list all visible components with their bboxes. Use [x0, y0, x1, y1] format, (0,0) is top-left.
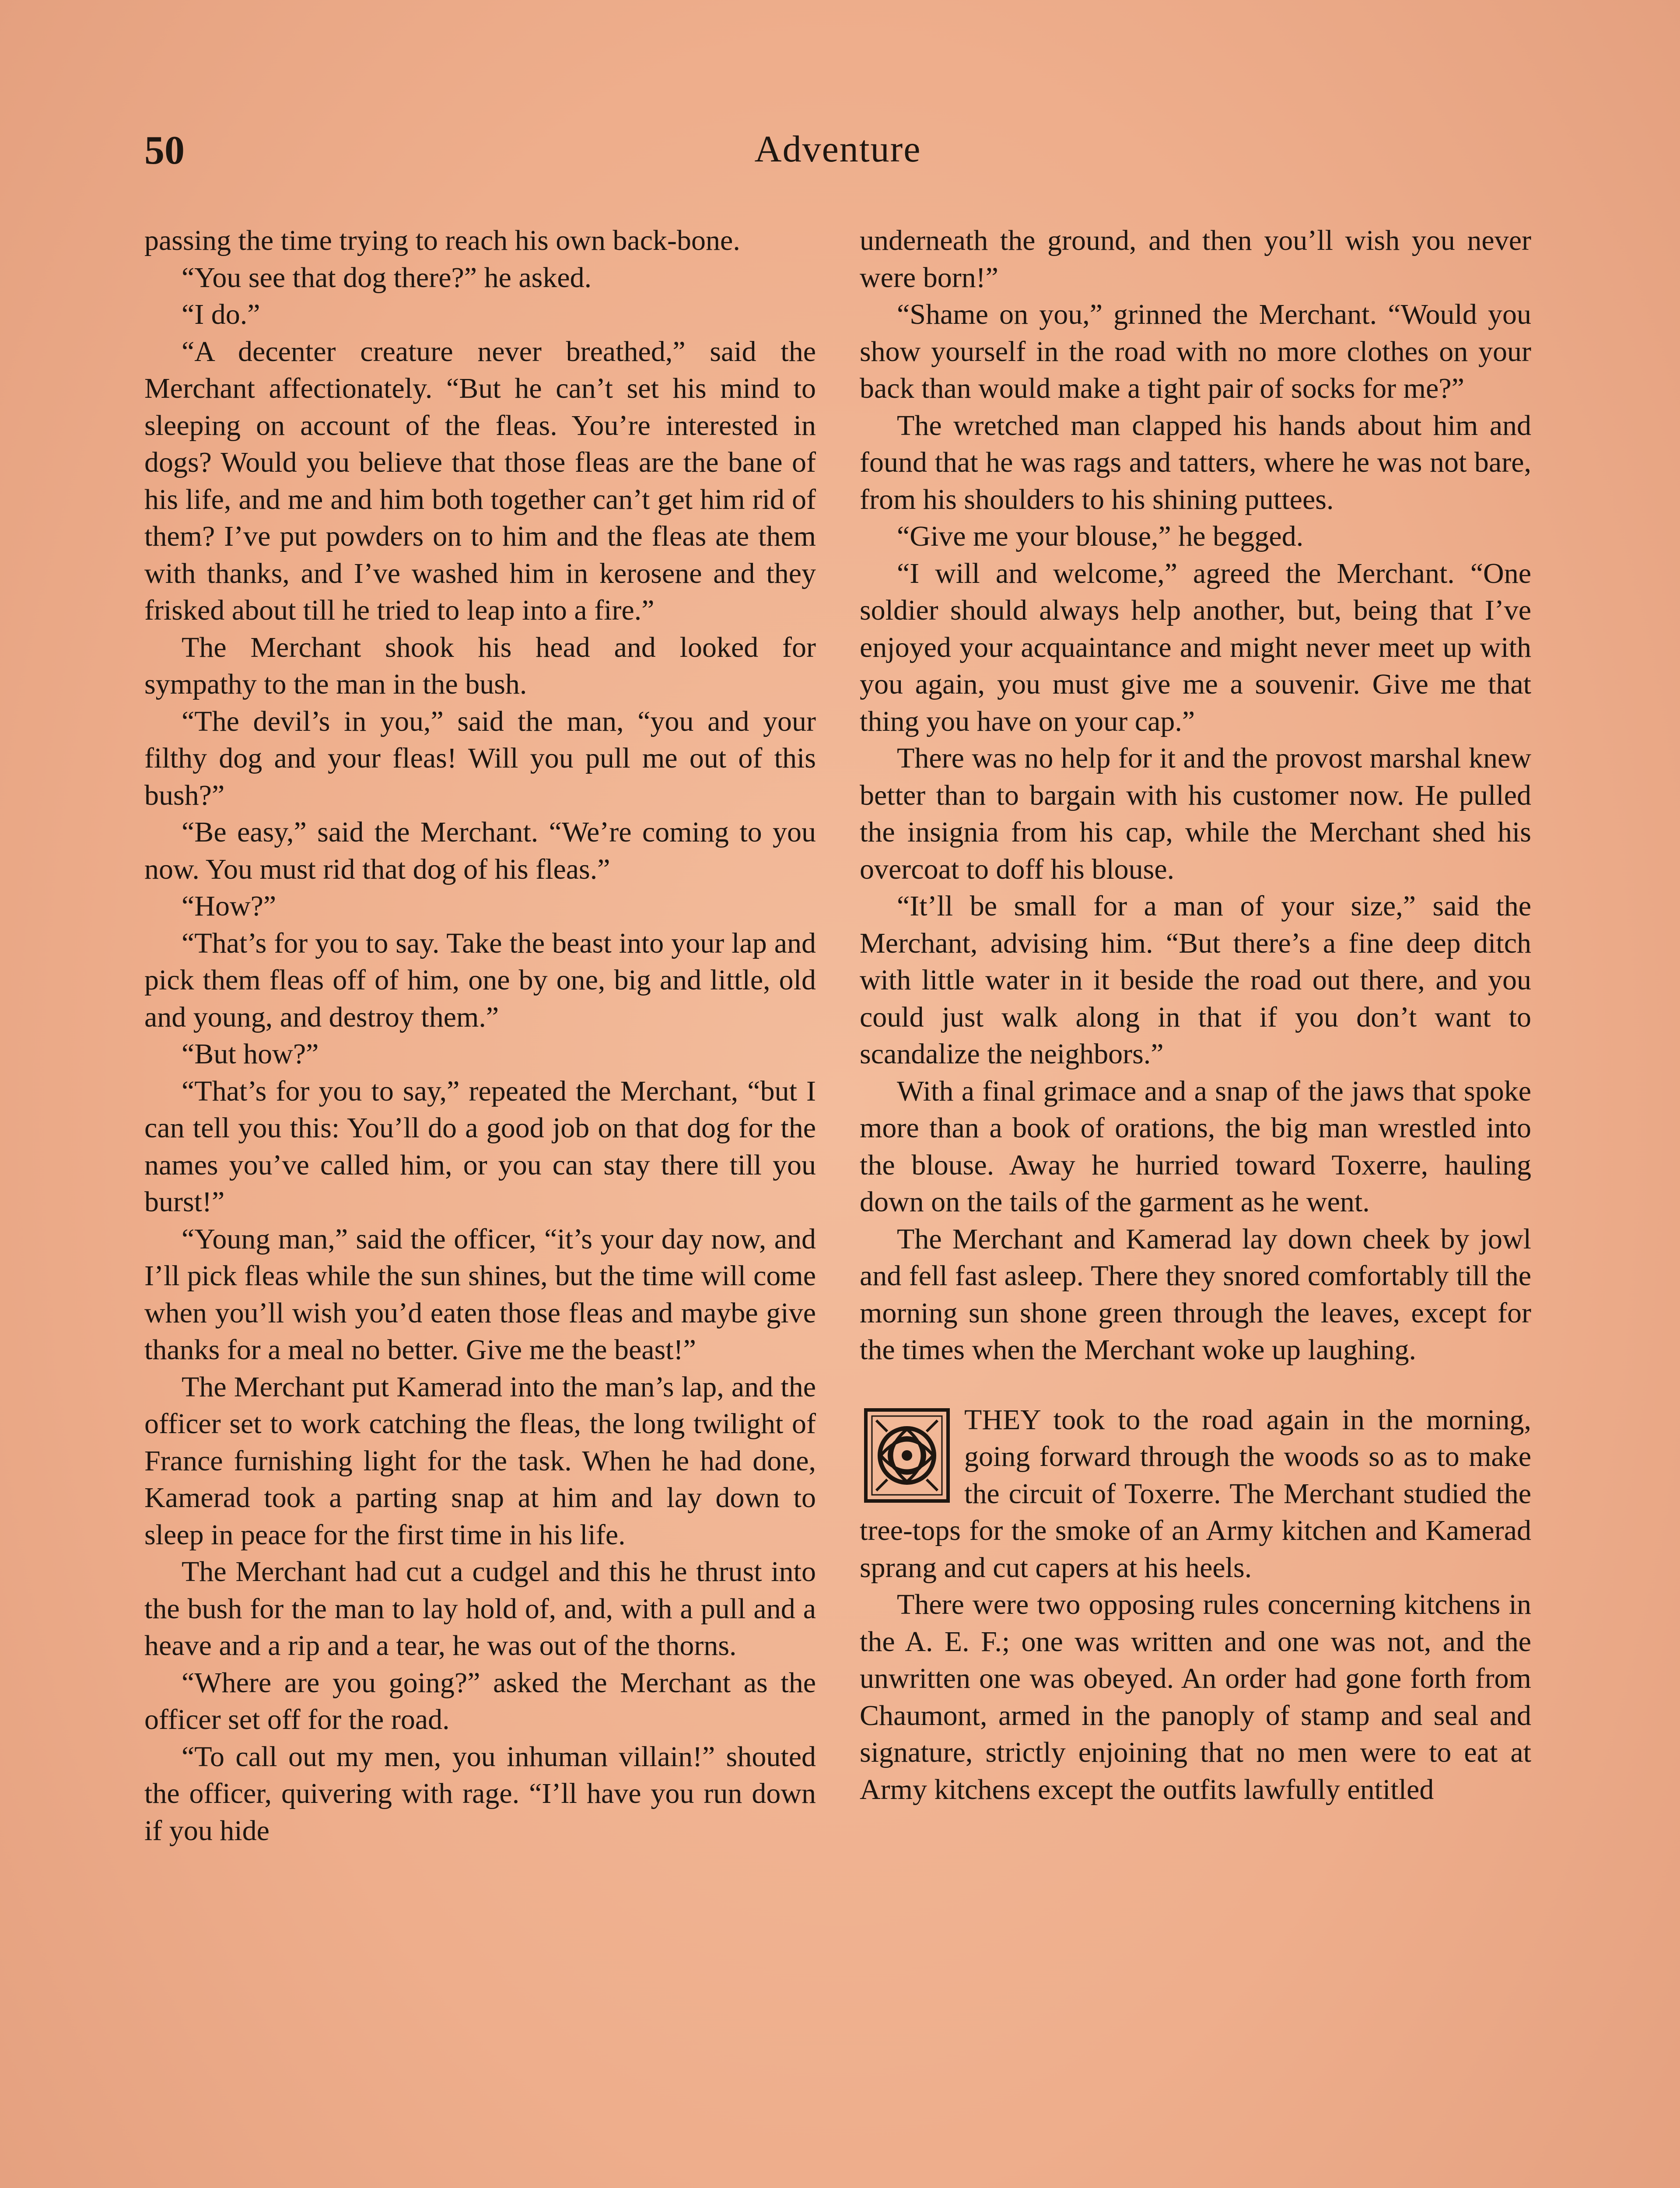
right-column-top [860, 222, 1531, 1369]
section-lead-word: THEY [964, 1403, 1040, 1436]
paragraph: “I do.” [182, 298, 260, 330]
paragraph: There were two opposing rules concerning kitchens in the A. E. F.; one was written and one was not, and the unwritten one was obeyed. An order had gone forth from Chaumont, armed in the panoply of stamp and seal and signature, strictly enjoining that no men were to eat at Army kitchens except the outfits lawfully entitled [860, 1588, 1531, 1806]
paragraph: The Merchant put Kamerad into the man’s lap, and the officer set to work catching the fleas, the long twilight of France furnishing light for the task. When he had done, Kamerad took a parting snap at him and lay down to sleep in peace for the first time in his life. [144, 1371, 816, 1551]
paragraph: “It’ll be small for a man of your size,” said the Merchant, advising him. “But there’s a fine deep ditch with little water in it beside the road out there, and you could just walk along in that if you don’t want to scandalize the neighbors.” [860, 890, 1531, 1070]
paragraph: “Young man,” said the officer, “it’s your day now, and I’ll pick fleas while the sun shines, but the time will come when you’ll wish you’d eaten those fleas and maybe give thanks for a meal no better. Give me the beast!” [144, 1223, 816, 1366]
paragraph: “To call out my men, you inhuman villain!” shouted the officer, quivering with rage. “I’ll have you run down if you hide [144, 1740, 816, 1847]
paragraph: The wretched man clapped his hands about him and found that he was rags and tatters, where he was not bare, from his shoulders to his shining puttees. [860, 409, 1531, 515]
magazine-title: Adventure [754, 128, 921, 170]
page-header [144, 127, 1531, 179]
paragraph: “How?” [182, 890, 276, 922]
paragraph: “Shame on you,” grinned the Merchant. “Would you show yourself in the road with no more clothes on your back than would make a tight pair of socks for me?” [860, 298, 1531, 404]
paragraph: “A decenter creature never breathed,” said the Merchant affectionately. “But he can’t set his mind to sleeping on account of the fleas. You’re interested in dogs? Would you believe that those fleas are the bane of his life, and me and him both together can’t get him rid of them? I’ve put powders on to him and the fleas ate them with thanks, and I’ve washed him in kerosene and they frisked about till he tried to leap into a fire.” [144, 335, 816, 626]
right-column [860, 222, 1531, 2188]
paragraph: “Be easy,” said the Merchant. “We’re coming to you now. You must rid that dog of his fleas.” [144, 816, 816, 885]
left-column [144, 222, 816, 2188]
paragraph: The Merchant had cut a cudgel and this he thrust into the bush for the man to lay hold of, and, with a pull and a heave and a rip and a tear, he was out of the thorns. [144, 1556, 816, 1662]
paragraph: “That’s for you to say,” repeated the Merchant, “but I can tell you this: You’ll do a good job on that dog for the names you’ve called him, or you can stay there till you burst!” [144, 1075, 816, 1218]
paragraph: “I will and welcome,” agreed the Merchant. “One soldier should always help another, but, being that I’ve enjoyed your acquaintance and might never meet up with you again, you must give me a souvenir. Give me that thing you have on your cap.” [860, 557, 1531, 737]
paragraph: There was no help for it and the provost marshal knew better than to bargain with his customer now. He pulled the insignia from his cap, while the Merchant shed his overcoat to doff his blouse. [860, 742, 1531, 885]
knot-ornament-icon [863, 1407, 951, 1504]
paragraph: “You see that dog there?” he asked. [182, 261, 592, 294]
paragraph: With a final grimace and a snap of the jaws that spoke more than a book of orations, the big man wrestled into the blouse. Away he hurried toward Toxerre, hauling down on the tails of the garment as he went. [860, 1075, 1531, 1218]
section-paragraph [860, 1402, 1531, 1587]
page-number: 50 [144, 128, 185, 172]
paragraph: “But how?” [182, 1038, 319, 1070]
paragraph: “Where are you going?” asked the Merchant as the officer set off for the road. [144, 1666, 816, 1736]
paragraph: underneath the ground, and then you’ll wish you never were born!” [860, 224, 1531, 294]
paragraph: “Give me your blouse,” he begged. [897, 520, 1304, 552]
paragraph: “That’s for you to say. Take the beast into your lap and pick them fleas off of him, one by one, big and little, old and young, and destroy them.” [144, 927, 816, 1033]
paragraph: “The devil’s in you,” said the man, “you and your filthy dog and your fleas! Will you pull me out of this bush?” [144, 705, 816, 811]
celtic-knot-ornament [860, 1405, 954, 1506]
paragraph: The Merchant shook his head and looked for sympathy to the man in the bush. [144, 631, 816, 700]
right-column-bottom [860, 1586, 1531, 1808]
section-text: took to the road again in the morning, going forward through the woods so as to make the circuit of Toxerre. The Merchant studied the tree-tops for the smoke of an Army kitchen and Kamerad sprang and cut capers at his heels. [860, 1403, 1531, 1584]
paragraph: The Merchant and Kamerad lay down cheek by jowl and fell fast asleep. There they snored comfortably till the morning sun shone green through the leaves, except for the times when the Merchant woke up laughing. [860, 1223, 1531, 1366]
section-break [860, 1402, 1531, 1587]
paragraph: passing the time trying to reach his own back-bone. [144, 224, 740, 256]
